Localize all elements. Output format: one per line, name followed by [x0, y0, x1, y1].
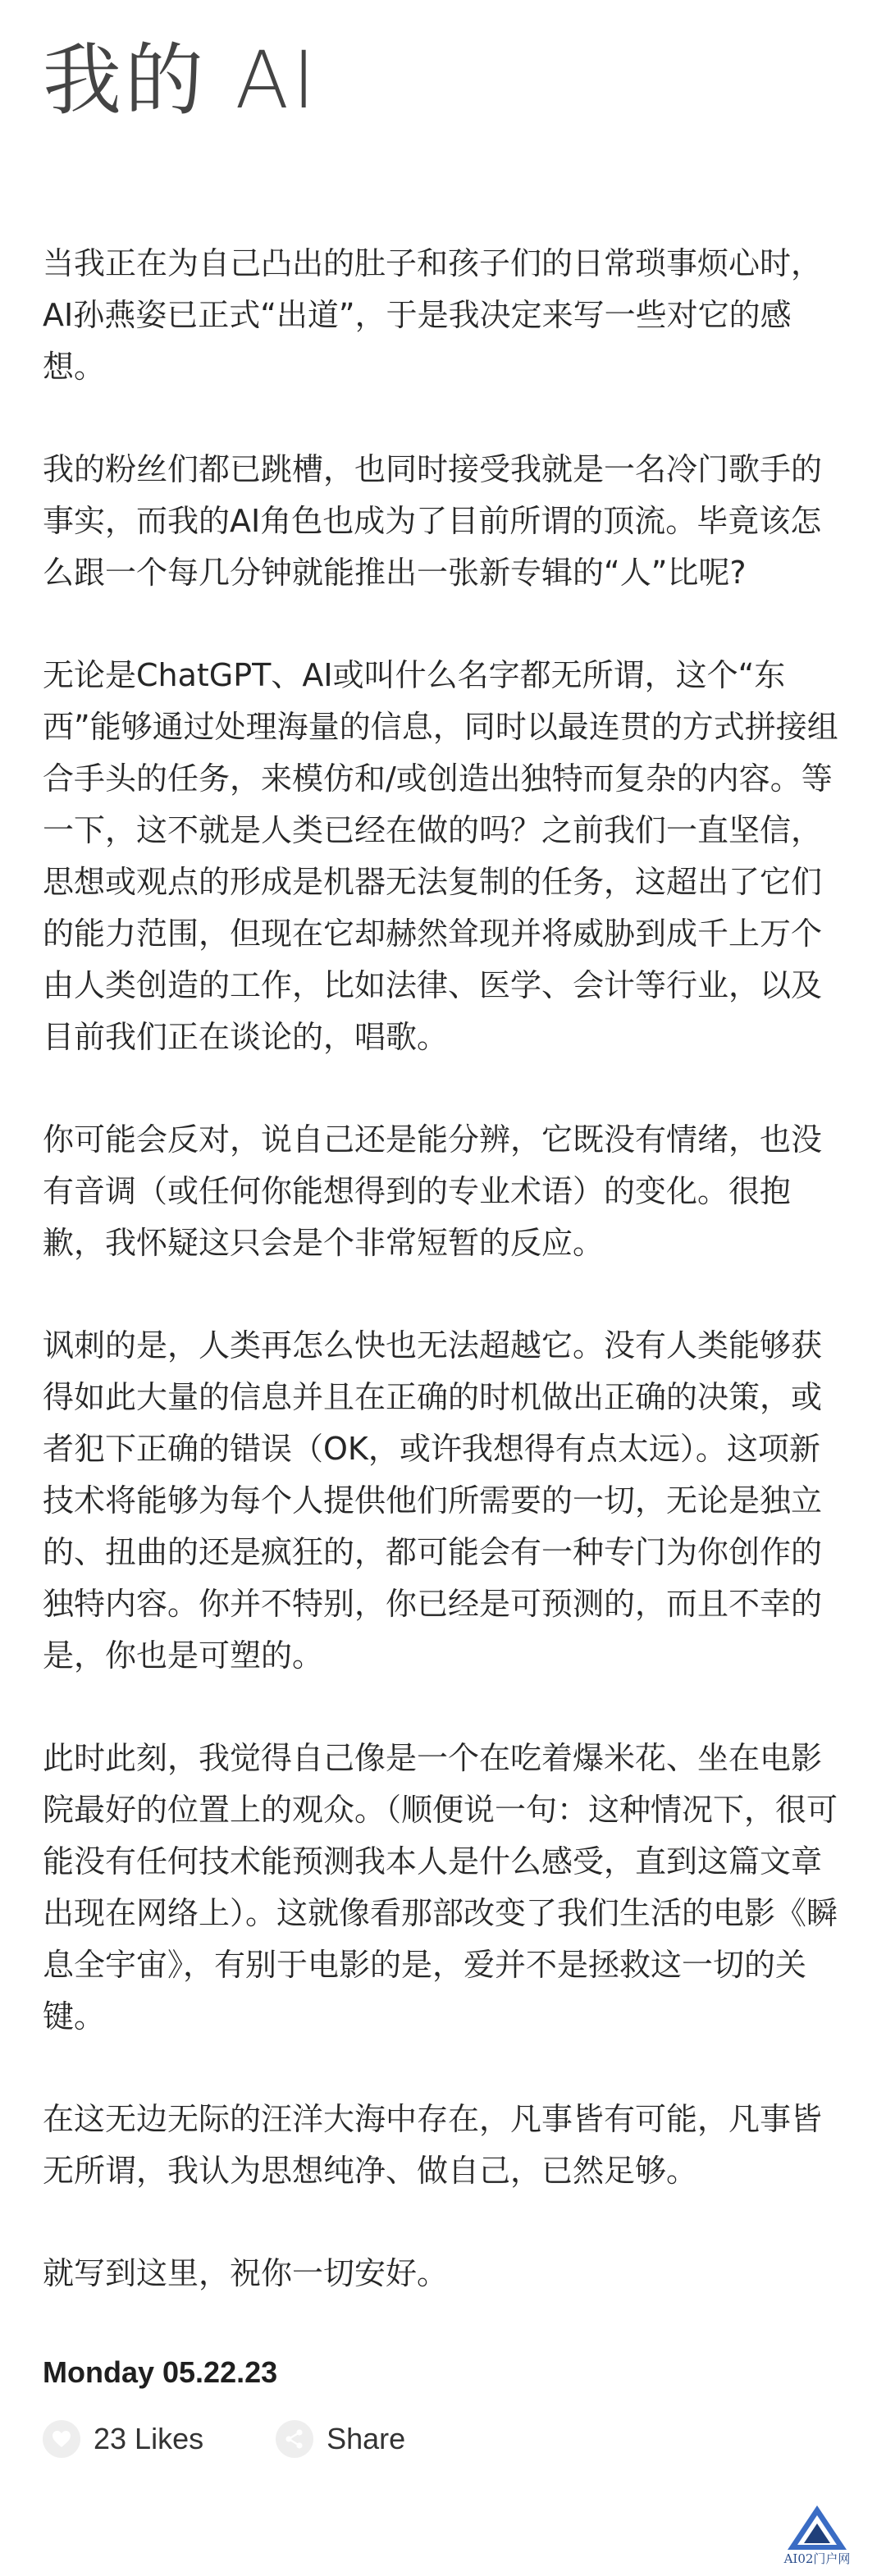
page-title: 我的 AI — [43, 34, 319, 126]
article-paragraph: 此时此刻，我觉得自己像是一个在吃着爆米花、坐在电影院最好的位置上的观众。（顺便说一句：这种情况下，很可能没有任何技术能预测我本人是什么感受，直到这篇文章出现在网络上）。这就像看那部改变了我们生活的电影《瞬息全宇宙》，有别于电影的是，爱并不是拯救这一切的关键。 — [43, 1740, 838, 2035]
article-paragraph: 无论是ChatGPT、AI或叫什么名字都无所谓，这个“东西”能够通过处理海量的信息，同时以最连贯的方式拼接组合手头的任务，来模仿和/或创造出独特而复杂的内容。等一下，这不就是人类已经在做的吗？之前我们一直坚信，思想或观点的形成是机器无法复制的任务，这超出了它们的能力范围，但现在它却赫然耸现并将威胁到成千上万个由人类创造的工作，比如法律、医学、会计等行业，以及目前我们正在谈论的，唱歌。 — [43, 657, 838, 1055]
share-button[interactable] — [276, 2420, 405, 2458]
post-date: Monday 05.22.23 — [43, 2355, 278, 2389]
share-icon — [276, 2420, 313, 2458]
watermark-triangle-icon — [786, 2504, 848, 2551]
watermark-text: AI02门户网 — [783, 2551, 851, 2566]
heart-icon — [43, 2420, 80, 2458]
watermark-logo — [778, 2504, 856, 2571]
post-actions — [43, 2420, 477, 2458]
article-paragraph: 我的粉丝们都已跳槽，也同时接受我就是一名冷门歌手的事实，而我的AI角色也成为了目前所谓的顶流。毕竟该怎么跟一个每几分钟就能推出一张新专辑的“人”比呢? — [43, 451, 823, 591]
likes-count-label: 23 Likes — [94, 2422, 204, 2455]
article-paragraph: 在这无边无际的汪洋大海中存在，凡事皆有可能，凡事皆无所谓，我认为思想纯净、做自己，已然足够。 — [43, 2101, 823, 2189]
article-paragraph: 当我正在为自己凸出的肚子和孩子们的日常琐事烦心时，AI孙燕姿已正式“出道”，于是我决定来写一些对它的感想。 — [43, 245, 823, 385]
article-paragraph: 讽刺的是，人类再怎么快也无法超越它。没有人类能够获得如此大量的信息并且在正确的时机做出正确的决策，或者犯下正确的错误（OK，或许我想得有点太远）。这项新技术将能够为每个人提供他们所需要的一切，无论是独立的、扭曲的还是疯狂的，都可能会有一种专门为你创作的独特内容。你并不特别，你已经是可预测的，而且不幸的是，你也是可塑的。 — [43, 1327, 823, 1674]
article-paragraph: 就写到这里，祝你一切安好。 — [43, 2255, 449, 2291]
article-paragraph: 你可能会反对，说自己还是能分辨，它既没有情绪，也没有音调（或任何你能想得到的专业术语）的变化。很抱歉，我怀疑这只会是个非常短暂的反应。 — [43, 1121, 823, 1261]
share-label: Share — [327, 2422, 406, 2455]
like-button[interactable] — [43, 2420, 203, 2458]
article-body — [43, 238, 847, 2350]
